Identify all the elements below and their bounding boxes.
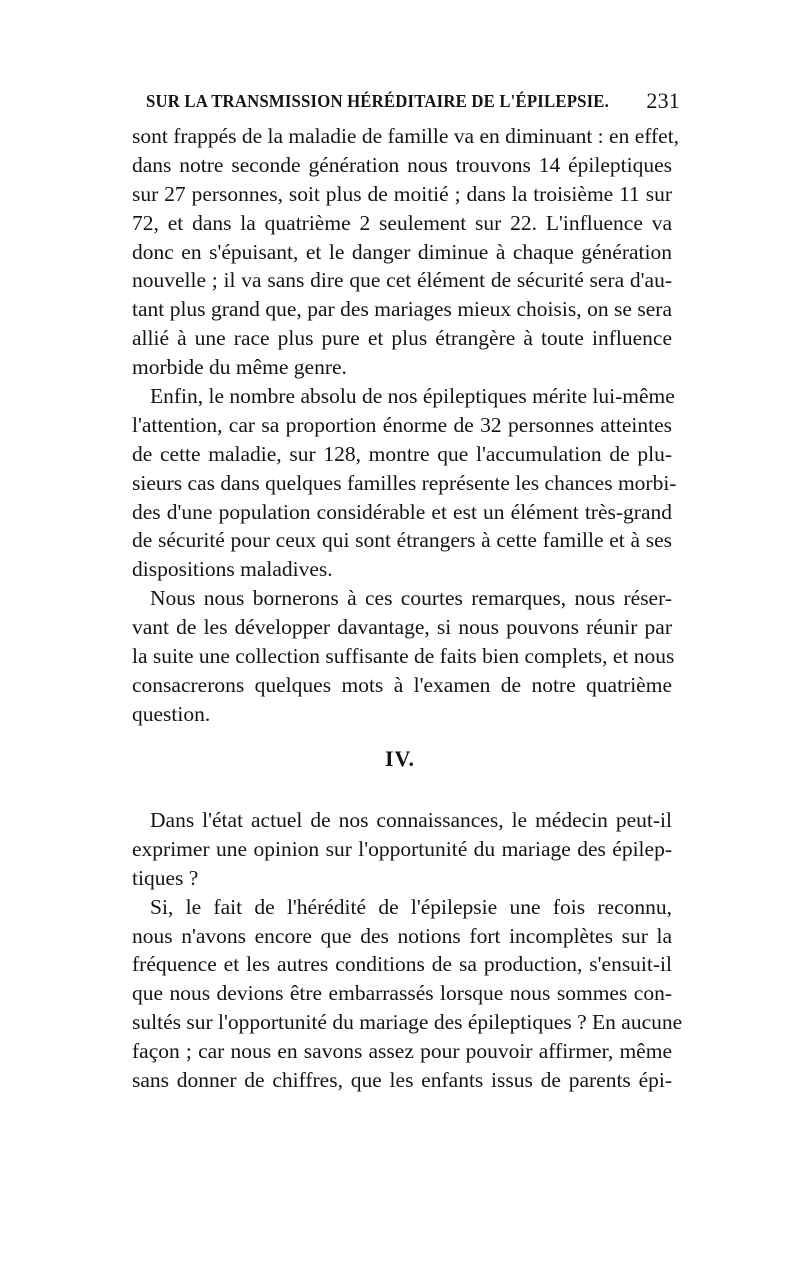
- text-line: consacrerons quelques mots à l'examen de notre quatrième: [132, 672, 672, 697]
- text-line: sont frappés de la maladie de famille va en diminuant : en effet,: [132, 124, 680, 148]
- text-line: l'attention, car sa proportion énorme de 32 personnes atteintes: [132, 412, 672, 437]
- running-title: SUR LA TRANSMISSION HÉRÉDITAIRE DE L'ÉPILEPSIE.: [146, 91, 610, 111]
- text-line: vant de les développer davantage, si nous pouvons réunir par: [132, 615, 672, 640]
- running-head: [140, 88, 680, 119]
- section-heading: IV.: [384, 746, 416, 771]
- text-line: dispositions maladives.: [132, 557, 333, 582]
- text-line: donc en s'épuisant, et le danger diminue à chaque génération: [132, 239, 672, 264]
- text-line: que nous devions être embarrassés lorsque nous sommes con-: [132, 981, 672, 1006]
- text-line: 72, et dans la quatrième 2 seulement sur 22. L'influence va: [132, 210, 672, 235]
- text-line: sultés sur l'opportunité du mariage des épileptiques ? En aucune: [132, 1010, 683, 1035]
- text-line: nouvelle ; il va sans dire que cet élément de sécurité sera d'au-: [132, 268, 672, 293]
- text-line: allié à une race plus pure et plus étrangère à toute influence: [132, 326, 672, 351]
- text-line: Dans l'état actuel de nos connaissances, le médecin peut-il: [150, 808, 672, 832]
- text-line: sur 27 personnes, soit plus de moitié ; dans la troisième 11 sur: [132, 181, 672, 206]
- text-line: de sécurité pour ceux qui sont étrangers à cette famille et à ses: [132, 528, 672, 553]
- text-line: tiques ?: [132, 865, 199, 890]
- text-line: Si, le fait de l'hérédité de l'épilepsie une fois reconnu,: [150, 894, 672, 919]
- text-line: sans donner de chiffres, que les enfants issus de parents épi-: [132, 1068, 672, 1093]
- text-line: morbide du même genre.: [132, 355, 347, 380]
- text-line: des d'une population considérable et est un élément très-grand: [132, 499, 672, 524]
- page-number: 231: [646, 88, 680, 113]
- text-line: de cette maladie, sur 128, montre que l'accumulation de plu-: [132, 441, 672, 466]
- text-line: Enfin, le nombre absolu de nos épileptiques mérite lui-même: [150, 384, 675, 409]
- text-line: fréquence et les autres conditions de sa production, s'ensuit-il: [132, 952, 672, 977]
- body-text-top: [132, 122, 680, 729]
- text-line: sieurs cas dans quelques familles représente les chances morbi-: [132, 470, 677, 495]
- text-line: façon ; car nous en savons assez pour pouvoir affirmer, même: [132, 1039, 672, 1064]
- text-line: dans notre seconde génération nous trouvons 14 épileptiques: [132, 152, 672, 177]
- text-line: question.: [132, 701, 211, 726]
- text-line: exprimer une opinion sur l'opportunité du mariage des épilep-: [132, 836, 672, 861]
- text-line: tant plus grand que, par des mariages mieux choisis, on se sera: [132, 297, 672, 322]
- text-line: Nous nous bornerons à ces courtes remarques, nous réser-: [150, 586, 672, 611]
- body-text-bottom: [132, 806, 683, 1095]
- text-line: la suite une collection suffisante de faits bien complets, et nous: [132, 644, 675, 669]
- text-line: nous n'avons encore que des notions fort incomplètes sur la: [132, 923, 672, 948]
